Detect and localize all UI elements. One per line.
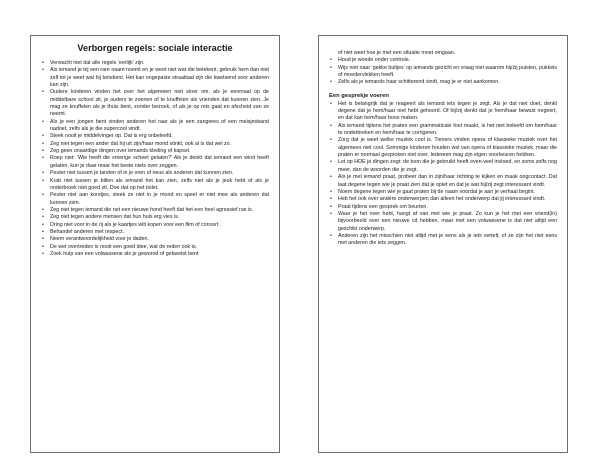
list-item: • Wijs niet naar ‘gekke bultjes’ op iemands gezicht en vraag niet waarom hij/zij puisten, pukkels of moedervlekken heeft. [329, 65, 557, 80]
list-item: • Krab niet tussen je billen als iemand het kan zien, zelfs niet als je jeuk hebt of als je onderbroek niet goed zit. Doe dat op het toilet. [41, 178, 269, 193]
list-item: • Zelfs als je iemands haar schitterend vindt, mag je er niet aankomen. [329, 79, 557, 86]
list-item: • Het is belangrijk dat je reageert als iemand iets tegen je zegt. Als je dat niet doet, denkt degene dat je hem/haar niet hebt gehoord. Of hij/zij denkt dat je hem/haar bewust negeert, en dat kan hem/haar boos maken. [329, 101, 557, 123]
list-item: • Als je met iemand praat, probeer dan in zijn/haar richting te kijken en maak oogcontact. Dat laat degene tegen wie je praat zien dat je oplet en dat je wat hij/zij zegt interessant vindt. [329, 174, 557, 189]
list-item: • Peuter niet tussen je tanden of in je oren of neus als anderen dat kunnen zien. [41, 170, 269, 177]
section-heading: Een gesprekje voeren [329, 92, 389, 99]
list-item: • Zeg niet tegen iemand die net een nieuwe hond heeft dat het een heel agressief ras is. [41, 207, 269, 214]
continuation-text: of niet weet hoe je met een situatie moet omgaan. [338, 50, 456, 56]
conversation-list [329, 101, 557, 248]
list-item: • Als iemand tijdens het praten een grammaticale fout maakt, is het niet beleefd om hem/haar te onderbreken en hem/haar te corrigeren. [329, 123, 557, 138]
list-item: • Behandel anderen met respect. [41, 229, 269, 236]
list-item: • Heb het ook over andere onderwerpen dan alleen het onderwerp dat jij interessant vindt. [329, 196, 557, 203]
left-page [30, 35, 280, 453]
list-item: • Roep niet: ‘Wie heeft die smerige scheet gelaten?’ Als je denkt dat iemand een wind heeft gelaten, kun je daar maar het beste niets over zeggen. [41, 155, 269, 170]
rules-list-right-top [329, 57, 557, 86]
rules-list-left [41, 60, 269, 258]
list-item: • Als iemand je bij een rare naam noemt en je weet niet wat die betekent, gebruik hem dan niet zelf tot je weet wat hij betekent. Het kan ongepaste straattaal zijn die kwetsend voor anderen kan zijn. [41, 67, 269, 89]
list-item: • Neem verantwoordelijkheid voor je daden. [41, 236, 269, 243]
list-item: • Zorg dat je weet welke muziek cool is. Tieners vinden opera of klassieke muziek over het algemeen niet cool. Sommige kinderen houden wel van opera of klassieke muziek, maar die praten er normaal gesproken niet over. Iedereen mag zijn eigen voorkeuren hebben. [329, 137, 557, 159]
list-item: • Oudere kinderen vinden het over het algemeen niet stoer om, als je eenmaal op de middelbare school zit, je ouders te zoenen of te knuffelen als vrienden dat kunnen zien. Je mag ze knuffelen als je thuis bent, zonder bezoek, of als je op reis gaat en afscheid van ze neemt. [41, 89, 269, 118]
page-title: Verborgen regels: sociale interactie [77, 43, 233, 53]
list-item: • De wet overtreden is nooit een goed idee, wat de reden ook is. [41, 244, 269, 251]
list-item: • Praat tijdens een gesprek om beurten. [329, 204, 557, 211]
list-item: • Waar je het over hebt, hangt af van met wie je praat. Zo kun je het met een vriend(in) bijvoorbeeld over een nieuwe cd hebben, maar met een volwassene is dat niet altijd een geschikt onderwerp. [329, 211, 557, 233]
list-item: • Peuter niet aan korstjes, steek ze niet in je mond en speel er niet mee als anderen dat kunnen zien. [41, 192, 269, 207]
list-item: • Verwacht niet dat alle regels ‘eerlijk’ zijn. [41, 60, 269, 67]
list-item: • Zoek hulp van een volwassene als je geworod of gekwetst bent [41, 251, 269, 258]
list-item: • Noem degene tegen wie je gaat praten bij de naam voordat je aan je verhaal begint. [329, 189, 557, 196]
list-item: • Zeg niet tegen een ander dat hij uit zijn/haar mond stinkt, ook al is dat wel zo. [41, 141, 269, 148]
list-item: • Let op HOE je dingen zegt: de toon die je gebruikt heeft even-veel invloed, en soms zelfs nog meer, dan de woorden die je zegt. [329, 159, 557, 174]
list-item: • Houd je woede onder controle. [329, 57, 557, 64]
list-item: • Zeg geen onaardige dingen over iemands kleding of kapsel. [41, 148, 269, 155]
right-page [318, 35, 568, 453]
list-item: • Zeg niet tegen andere mensen dat hun huis erg vies is. [41, 214, 269, 221]
list-item: • Steek nooit je middelvinger op. Dat is erg onbeleefd. [41, 133, 269, 140]
list-item: • Als je een jongen bent vinden anderen het raar als je een zangeres of een meisjesband nadoet, zelfs als je die supercool vindt. [41, 119, 269, 134]
list-item: • Dring niet voor in de rij als je kaartjes wilt kopen voor een film of concert. [41, 222, 269, 229]
list-item: • Anderen zijn het misschien niet altijd met je eens als je iets vertelt, of ze zijn het niet eens met anderen die iets zeggen. [329, 233, 557, 248]
